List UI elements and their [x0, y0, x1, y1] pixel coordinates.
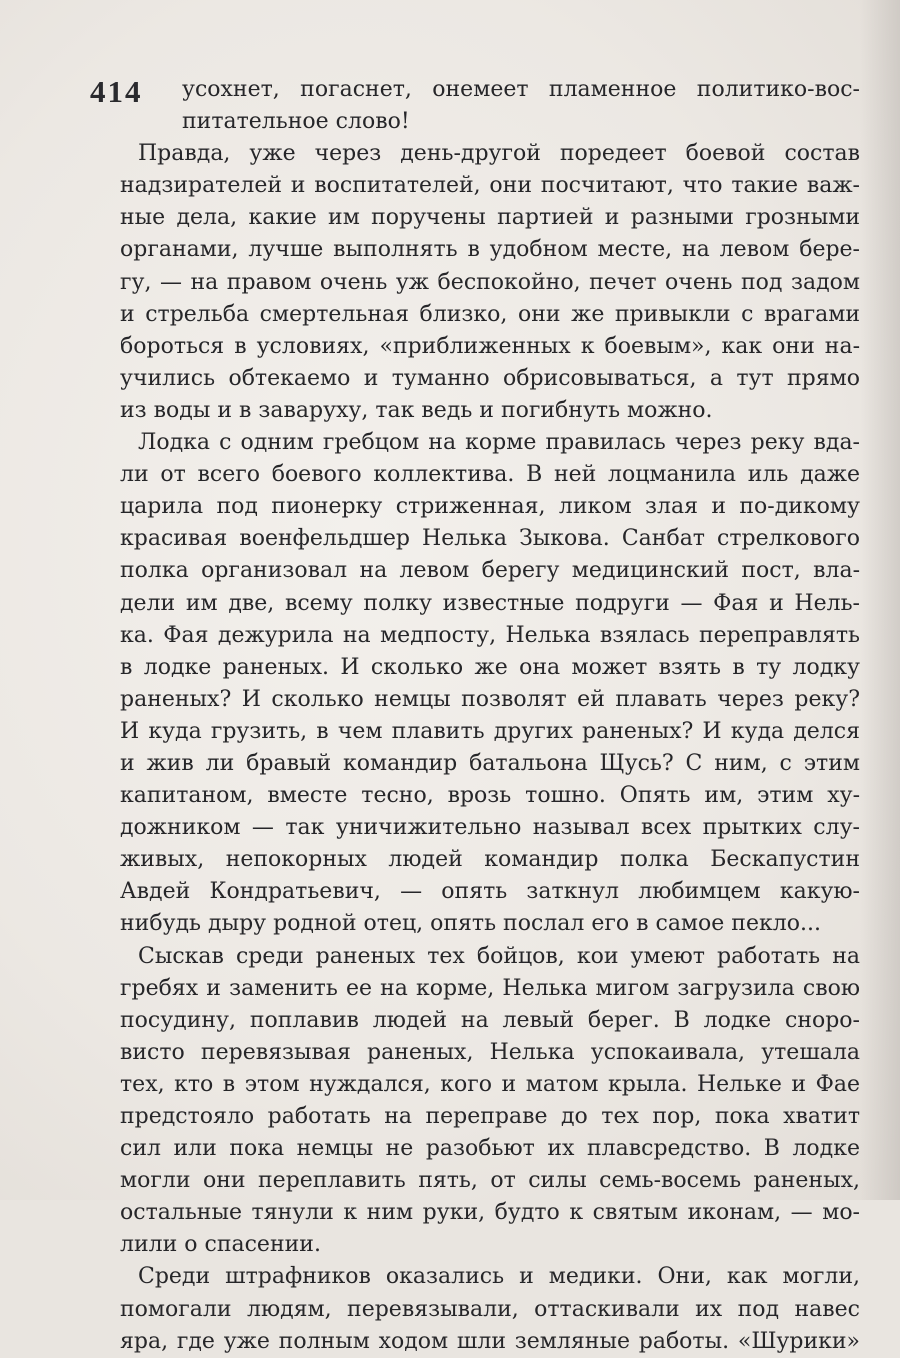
text-line: сил или пока немцы не разобьют их плавсредство. В лодке [120, 1136, 860, 1162]
text-line: ные дела, какие им поручены партией и разными грозными [120, 205, 860, 231]
text-line: предстояло работать на переправе до тех пор, пока хватит [120, 1104, 860, 1129]
text-line: могли они переплавить пять, от силы семь-восемь раненых, [120, 1168, 860, 1194]
text-line: гу, — на правом очень уж беспокойно, печет очень под задом [120, 269, 860, 295]
text-line: дожником — так уничижительно называл всех прытких слу- [120, 815, 860, 841]
text-line: надзирателей и воспитателей, они посчитают, что такие важ- [120, 173, 860, 199]
text-line: посудину, поплавив людей на левый берег. В лодке сноро- [120, 1007, 860, 1033]
text-line: помогали людям, перевязывали, оттаскивали их под навес [120, 1296, 860, 1322]
text-line: Лодка с одним гребцом на корме правилась через реку вда- [138, 430, 860, 456]
text-line: живых, непокорных людей командир полка Бескапустин [120, 847, 860, 873]
text-line: висто перевязывая раненых, Нелька успокаивала, утешала [120, 1039, 860, 1065]
text-line: и жив ли бравый командир батальона Щусь? С ним, с этим [120, 750, 860, 776]
text-line: ли от всего боевого коллектива. В ней лоцманила иль даже [120, 462, 860, 488]
text-line: Правда, уже через день-другой поредеет боевой состав [138, 141, 860, 167]
text-line: тех, кто в этом нуждался, кого и матом крыла. Нельке и Фае [120, 1071, 860, 1097]
text-line: усохнет, погаснет, онемеет пламенное политико-вос- [182, 77, 860, 102]
text-line: органами, лучше выполнять в удобном месте, на левом бере- [120, 237, 860, 263]
text-line: полка организовал на левом берегу медицинский пост, вла- [120, 558, 860, 584]
text-line: нибудь дыру родной отец, опять послал его в самое пекло... [120, 911, 821, 937]
text-line: дели им две, всему полку известные подруги — Фая и Нель- [120, 590, 860, 616]
text-line: питательное слово! [182, 109, 410, 135]
text-line: раненых? И сколько немцы позволят ей плавать через реку? [120, 686, 860, 712]
text-line: учились обтекаемо и туманно обрисовываться, а тут прямо [120, 365, 860, 391]
text-line: яра, где уже полным ходом шли земляные работы. «Шурики» [120, 1328, 860, 1354]
text-line: в лодке раненых. И сколько же она может взять в ту лодку [120, 654, 860, 680]
text-line: Сыскав среди раненых тех бойцов, кои умеют работать на [138, 943, 860, 969]
text-line: из воды и в заваруху, так ведь и погибнуть можно. [120, 397, 713, 423]
text-line: Авдей Кондратьевич, — опять заткнул любимцем какую- [120, 879, 860, 905]
text-line: остальные тянули к ним руки, будто к святым иконам, — мо- [120, 1200, 860, 1226]
text-line: Среди штрафников оказались и медики. Они, как могли, [138, 1264, 860, 1290]
text-line: красивая военфельдшер Нелька Зыкова. Санбат стрелкового [120, 526, 860, 552]
text-line: гребях и заменить ее на корме, Нелька мигом загрузила свою [120, 975, 860, 1001]
page-number: 414 [90, 74, 143, 109]
text-line: лили о спасении. [120, 1232, 321, 1258]
text-line: царила под пионерку стриженная, ликом злая и по-дикому [120, 494, 860, 520]
text-line: бороться в условиях, «приближенных к боевым», как они на- [120, 333, 860, 359]
text-line: ка. Фая дежурила на медпосту, Нелька взялась переправлять [120, 622, 860, 648]
text-line: капитаном, вместе тесно, врозь тошно. Опять им, этим ху- [120, 783, 860, 809]
text-line: и стрельба смертельная близко, они же привыкли с врагами [120, 301, 860, 327]
body-text [120, 74, 860, 1358]
text-line: И куда грузить, в чем плавить других раненых? И куда делся [120, 718, 860, 744]
page-edge-shadow [860, 0, 900, 1200]
